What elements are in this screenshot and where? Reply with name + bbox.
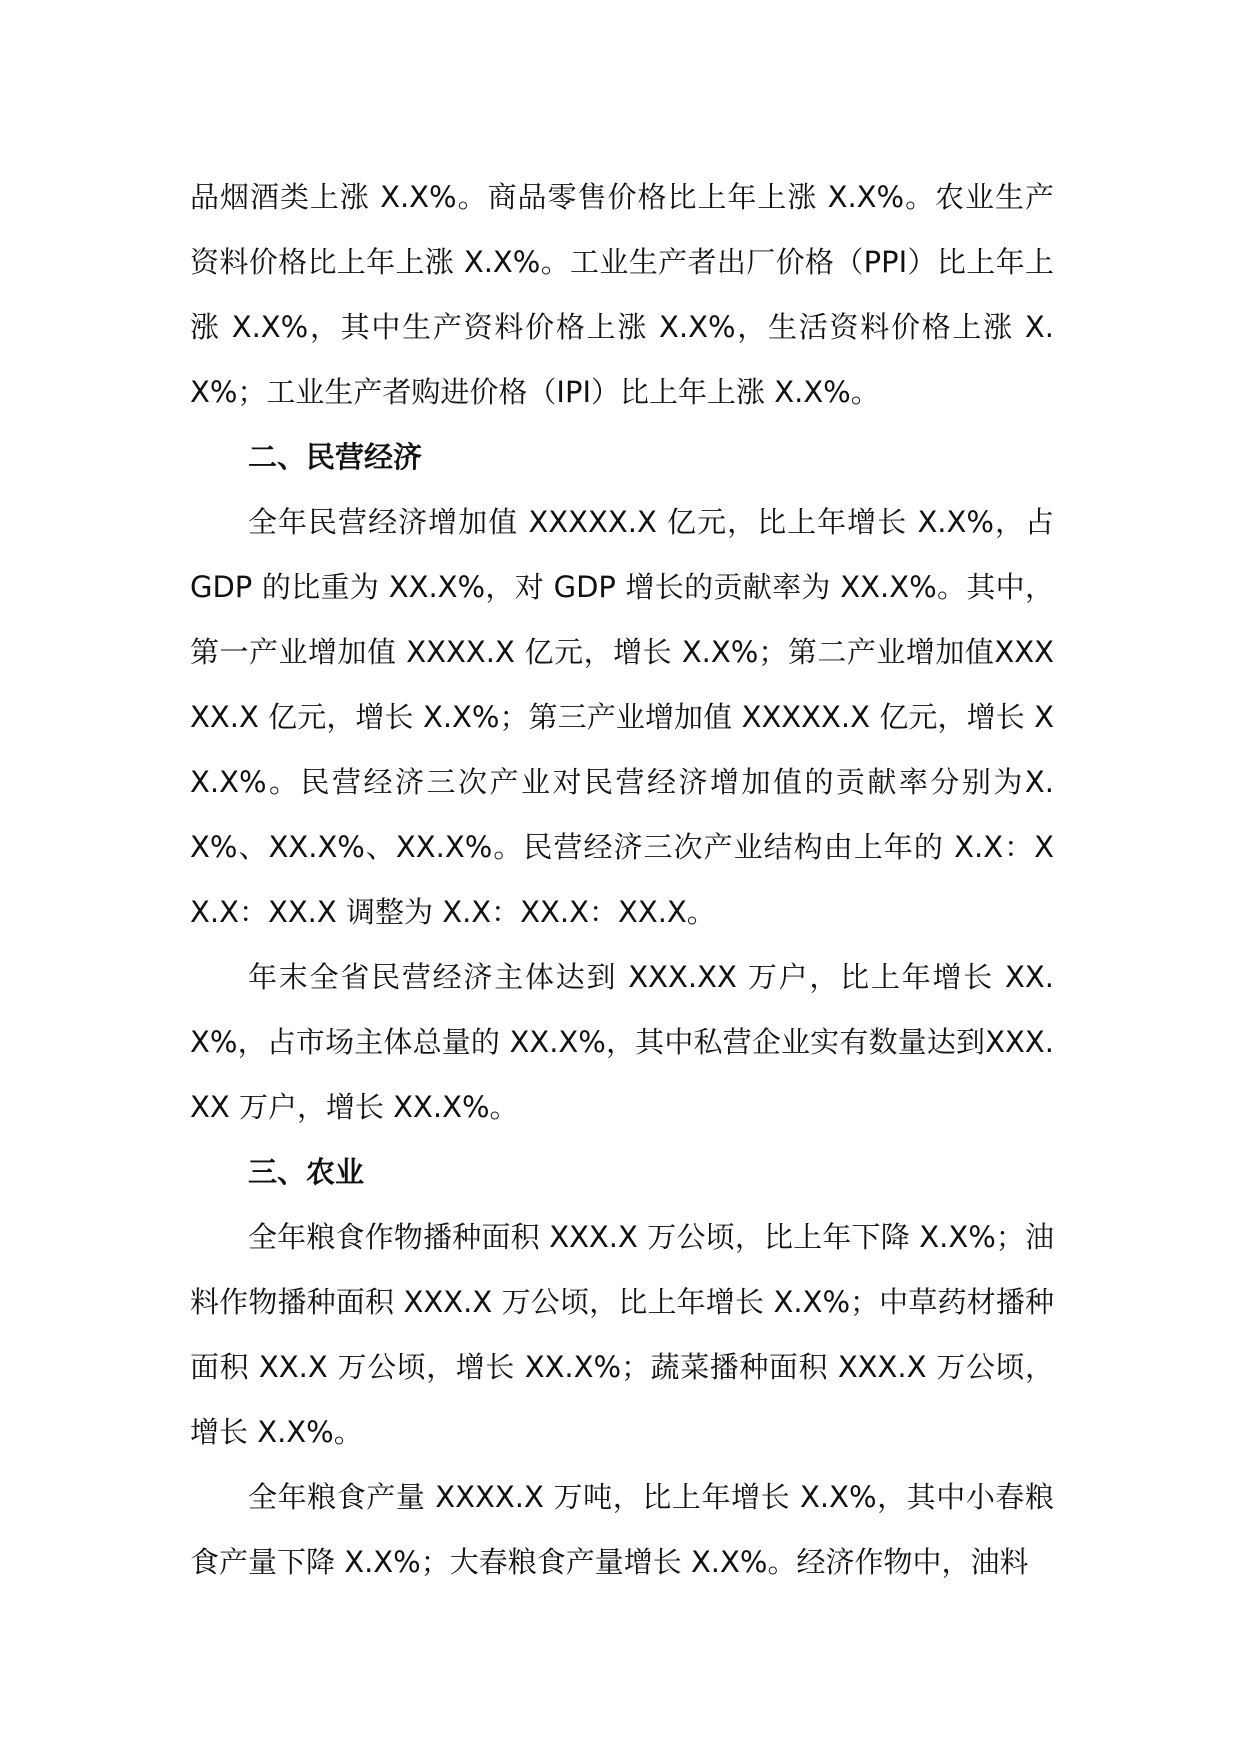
paragraph-private-economy-entities: 年末全省民营经济主体达到 XXX.XX 万户，比上年增长 XX.X%，占市场主体总量的 XX.X%，其中私营企业实有数量达到XXX.XX 万户，增长 XX.X%。: [190, 960, 1054, 1124]
document-page: [190, 165, 1054, 1595]
paragraph-crop-sown-area: 全年粮食作物播种面积 XXX.X 万公顷，比上年下降 X.X%；油料作物播种面积 XXX.X 万公顷，比上年增长 X.X%；中草药材播种面积 XX.X 万公顷，增长 XX.X%；蔬菜播种面积 XXX.X 万公顷，增长 X.X%。: [190, 1220, 1054, 1449]
section-heading-agriculture: 三、农业: [248, 1155, 365, 1189]
paragraph-grain-output: 全年粮食产量 XXXX.X 万吨，比上年增长 X.X%，其中小春粮食产量下降 X.X%；大春粮食产量增长 X.X%。经济作物中，油料: [190, 1480, 1054, 1579]
section-heading-private-economy: 二、民营经济: [248, 440, 423, 474]
paragraph-private-economy-value-added: 全年民营经济增加值 XXXXX.X 亿元，比上年增长 X.X%，占GDP 的比重为 XX.X%，对 GDP 增长的贡献率为 XX.X%。其中，第一产业增加值 XXXX.X 亿元，增长 X.X%；第二产业增加值XXXXX.X 亿元，增长 X.X%；第三产业增加值 XXXXX.X 亿元，增长 XX.X%。民营经济三次产业对民营经济增加值的贡献率分别为X.X%、XX.X%、XX.X%。民营经济三次产业结构由上年的 X.X：XX.X：XX.X 调整为 X.X：XX.X：XX.X。: [190, 505, 1054, 929]
paragraph-prices-continued: 品烟酒类上涨 X.X%。商品零售价格比上年上涨 X.X%。农业生产资料价格比上年上涨 X.X%。工业生产者出厂价格（PPI）比上年上涨 X.X%，其中生产资料价格上涨 X.X%，生活资料价格上涨 X.X%；工业生产者购进价格（IPI）比上年上涨 X.X%。: [190, 180, 1054, 409]
